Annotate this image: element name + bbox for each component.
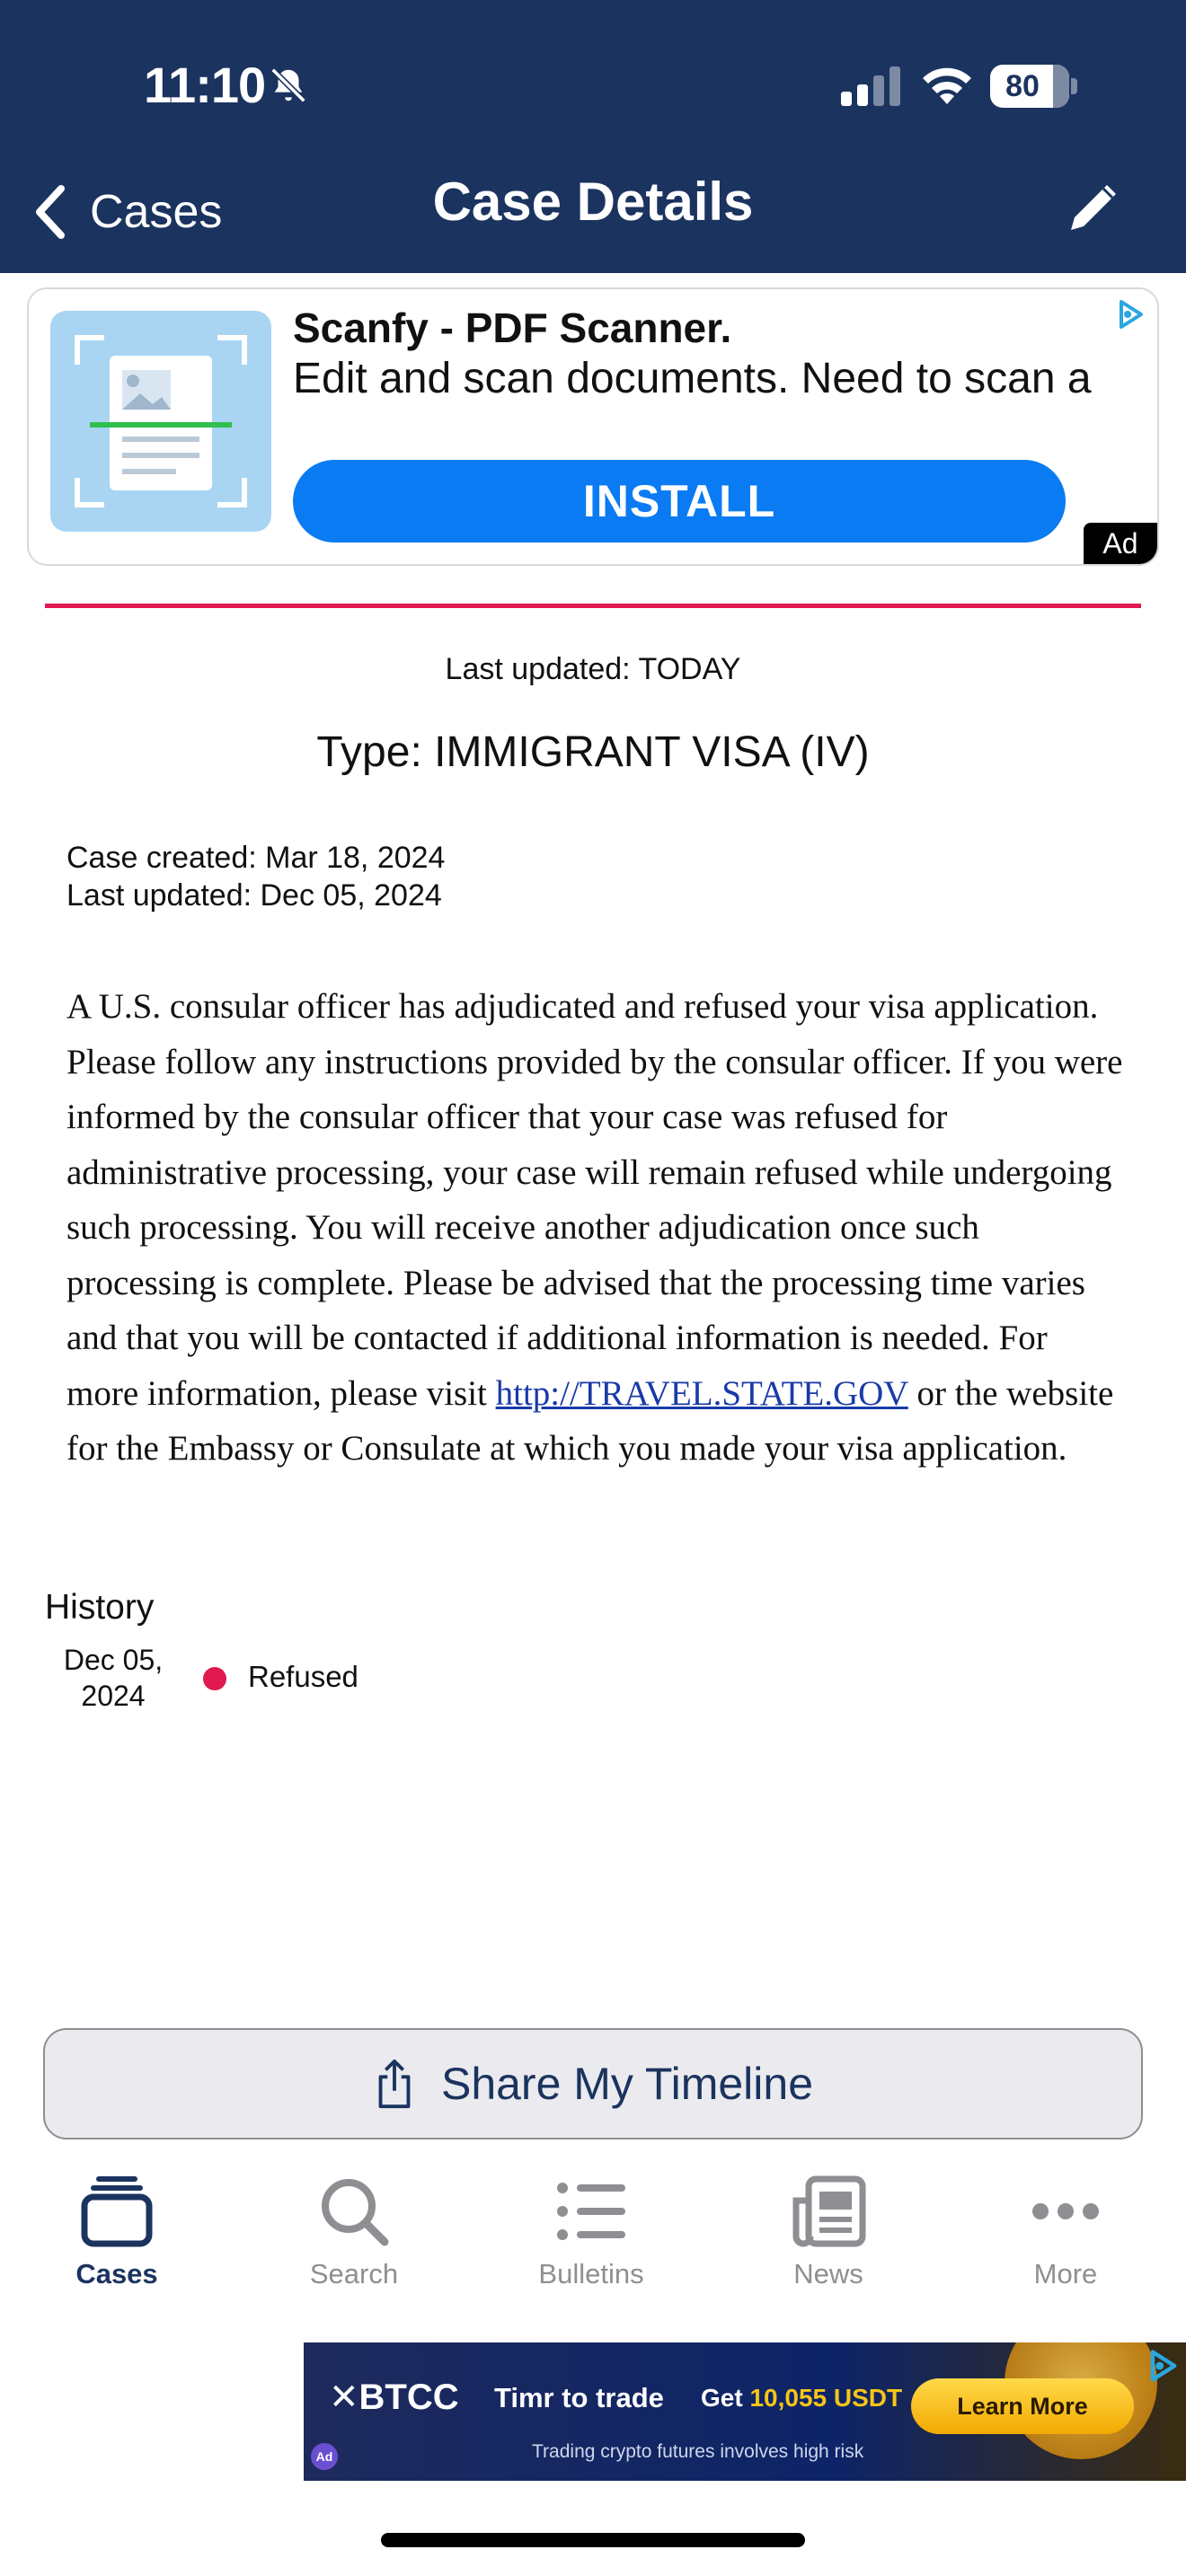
home-indicator[interactable] — [381, 2533, 805, 2547]
history-heading: History — [45, 1588, 155, 1627]
list-icon — [553, 2175, 629, 2247]
tab-search[interactable] — [264, 2163, 444, 2307]
page-title: Case Details — [432, 172, 754, 232]
banner-disclaimer: Trading crypto futures involves high risk — [532, 2441, 864, 2462]
ad-label: Ad — [1084, 523, 1157, 564]
bell-muted-icon — [268, 65, 309, 106]
history-entry-date — [54, 1642, 173, 1714]
travel-state-gov-link[interactable]: http://TRAVEL.STATE.GOV — [495, 1373, 908, 1413]
ad-description: Edit and scan documents. Need to scan a — [293, 355, 1092, 402]
description-text-part1: A U.S. consular officer has adjudicated and refused your visa application. Please follow any instructions provided by the consular officer. If you were informed by the consular officer that your case was refused for administrative processing, your case will remain refused while undergoing such processing. You will receive another adjudication once such processing is complete. Please be advised that the processing time varies and that you will be contacted if additional information is needed. For more information, please visit — [66, 987, 1123, 1413]
ellipsis-icon — [1028, 2175, 1103, 2247]
ad-title: Scanfy - PDF Scanner. — [293, 304, 732, 351]
tab-news-label: News — [793, 2258, 863, 2289]
history-date-line1: Dec 05, — [63, 1644, 164, 1676]
tab-bulletins[interactable] — [501, 2163, 681, 2307]
banner-logo: ✕BTCC — [329, 2378, 459, 2417]
app-header — [0, 0, 1186, 273]
history-entry-status: Refused — [248, 1660, 358, 1693]
ad-card[interactable] — [27, 287, 1159, 566]
ad-choices-icon[interactable] — [1112, 296, 1148, 332]
case-type: Type: IMMIGRANT VISA (IV) — [316, 728, 870, 776]
battery-indicator — [990, 65, 1078, 108]
banner-get-text: Get — [701, 2384, 743, 2412]
tab-more[interactable] — [976, 2163, 1155, 2307]
tab-cases[interactable] — [27, 2163, 207, 2307]
description-text-part2: or the website for the Embassy or Consulate at which you made your visa application. — [66, 1373, 1114, 1468]
wifi-icon — [920, 63, 974, 106]
ad-badge-icon: Ad — [311, 2443, 338, 2470]
share-label: Share My Timeline — [440, 2059, 814, 2109]
history-status-dot — [203, 1667, 226, 1690]
pencil-edit-icon[interactable] — [1060, 176, 1125, 241]
learn-more-button[interactable]: Learn More — [911, 2378, 1134, 2434]
banner-headline: Timr to trade — [494, 2382, 664, 2413]
share-timeline-button[interactable] — [43, 2028, 1143, 2139]
battery-level: 80 — [1005, 69, 1040, 103]
case-updated: Last updated: Dec 05, 2024 — [66, 878, 442, 913]
tab-cases-label: Cases — [75, 2258, 158, 2289]
last-updated-summary: Last updated: TODAY — [445, 652, 741, 686]
search-icon — [316, 2175, 392, 2247]
bottom-banner-ad[interactable] — [304, 2342, 1186, 2481]
status-divider — [45, 604, 1141, 608]
tab-bar — [0, 2163, 1186, 2307]
status-time: 11:10 — [144, 57, 266, 113]
cellular-signal-icon — [841, 66, 900, 106]
banner-amount: 10,055 USDT — [749, 2384, 903, 2412]
install-button[interactable]: INSTALL — [293, 460, 1066, 543]
banner-offer — [701, 2384, 902, 2413]
tab-bulletins-label: Bulletins — [538, 2258, 644, 2289]
case-status-description — [66, 979, 1127, 1477]
back-label: Cases — [90, 186, 223, 238]
newspaper-icon — [791, 2175, 866, 2247]
cases-icon — [79, 2175, 155, 2247]
case-dates — [66, 839, 445, 914]
scanner-app-icon — [50, 311, 271, 532]
tab-more-label: More — [1033, 2258, 1098, 2289]
tab-search-label: Search — [309, 2258, 399, 2289]
banner-logo-text: BTCC — [358, 2378, 459, 2417]
case-created: Case created: Mar 18, 2024 — [66, 841, 446, 875]
history-date-line2: 2024 — [81, 1680, 146, 1712]
tab-news[interactable] — [739, 2163, 918, 2307]
share-icon — [373, 2058, 416, 2110]
ad-choices-icon[interactable] — [1143, 2346, 1182, 2386]
